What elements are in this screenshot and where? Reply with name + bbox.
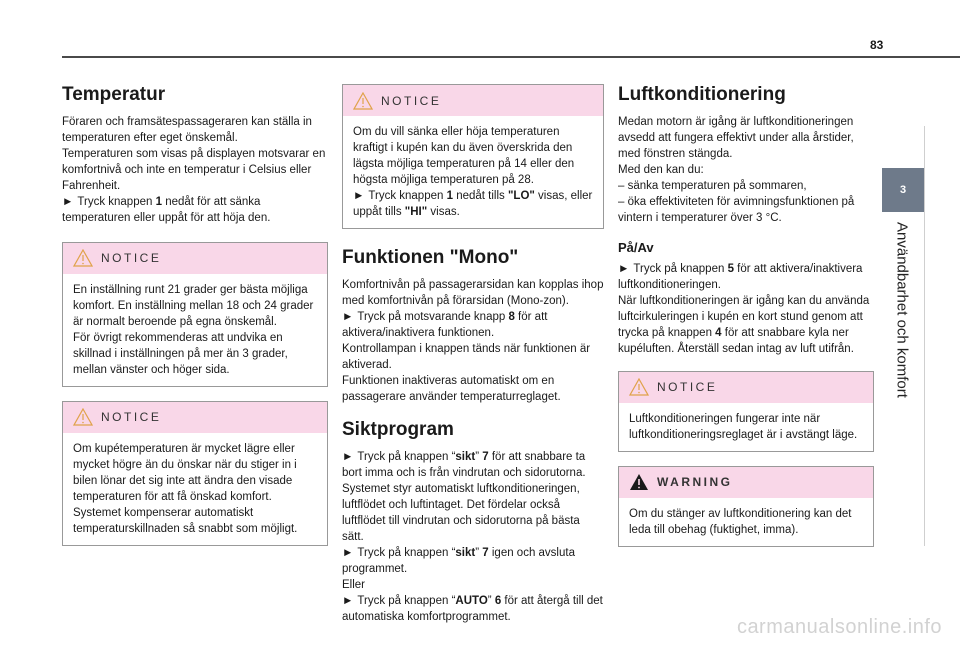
section-title-luftkonditionering: Luftkonditionering bbox=[618, 84, 786, 105]
arrow-icon: ► bbox=[342, 310, 354, 323]
section-title-mono: Funktionen "Mono" bbox=[342, 247, 519, 268]
notice-label: NOTICE bbox=[657, 380, 718, 395]
para-text: för att snabbare kyla ner kupéluften. Återställ sedan intag av luft utifrån. bbox=[618, 326, 854, 355]
side-rule bbox=[924, 126, 925, 546]
step-text: visas, eller uppåt tills bbox=[353, 190, 593, 218]
arrow-icon: ► bbox=[342, 594, 354, 607]
chapter-title: Användbarhet och komfort bbox=[893, 222, 911, 398]
notice-body bbox=[619, 403, 873, 451]
step-text: Tryck på knappen “ bbox=[357, 546, 456, 559]
arrow-icon: ► bbox=[618, 262, 630, 275]
step bbox=[342, 545, 604, 577]
warning-header bbox=[619, 467, 873, 498]
step-text: ” bbox=[487, 594, 495, 607]
paragraph: Medan motorn är igång är luftkonditioneringen avsedd att fungera effektivt under alla årstider, med fönstren stängda. bbox=[618, 115, 854, 160]
arrow-icon: ► bbox=[342, 546, 354, 559]
notice-body bbox=[63, 433, 327, 545]
list-item: – öka effektiviteten för avimningsfunktionen på vintern i temperaturer över 3 °C. bbox=[618, 195, 855, 224]
notice-box bbox=[618, 371, 874, 452]
column-1 bbox=[62, 84, 328, 546]
arrow-icon: ► bbox=[342, 450, 354, 463]
notice-label: NOTICE bbox=[101, 251, 162, 266]
step-text: ” bbox=[475, 450, 483, 463]
warning-text: Om du stänger av luftkonditionering kan det leda till obehag (fuktighet, imma). bbox=[629, 507, 852, 536]
warning-triangle-icon bbox=[73, 249, 93, 267]
notice-body bbox=[343, 116, 603, 228]
notice-body bbox=[63, 274, 327, 386]
notice-text: Systemet kompenserar automatiskt temperaturskillnaden så snabbt som möjligt. bbox=[73, 506, 298, 535]
key-number: 6 bbox=[494, 594, 502, 607]
step-text: för att aktivera/inaktivera luftkonditioneringen. bbox=[618, 262, 863, 291]
step-text: nedåt för att sänka temperaturen eller uppåt för att höja den. bbox=[62, 195, 271, 224]
chapter-tab[interactable]: 3 bbox=[882, 168, 924, 212]
warning-box bbox=[618, 466, 874, 547]
key-number: 5 bbox=[727, 262, 734, 275]
section-title-siktprogram: Siktprogram bbox=[342, 418, 454, 440]
key-number: 7 bbox=[482, 546, 489, 559]
page-number: 83 bbox=[870, 38, 884, 52]
list-item: – sänka temperaturen på sommaren, bbox=[618, 179, 807, 192]
notice-header bbox=[619, 372, 873, 403]
step-text: visas. bbox=[427, 206, 460, 218]
step-text: Tryck på motsvarande knapp bbox=[357, 310, 509, 323]
warning-label: WARNING bbox=[657, 475, 733, 490]
warning-triangle-icon bbox=[629, 473, 649, 491]
step bbox=[342, 309, 604, 341]
key-number: 7 bbox=[482, 450, 489, 463]
section-title-temperatur: Temperatur bbox=[62, 84, 166, 105]
paragraph: Eller bbox=[342, 578, 366, 591]
notice-box bbox=[342, 84, 604, 229]
warning-body bbox=[619, 498, 873, 546]
step-text: Tryck på knappen “ bbox=[357, 594, 456, 607]
hi-label: "HI" bbox=[404, 206, 428, 218]
paragraph: Systemet styr automatiskt luftkonditioneringen, luftflödet och luftintaget. Det fördelar också luftflödet till vindrutan och sidorutorna på bästa sätt. bbox=[342, 482, 580, 543]
key-number: 4 bbox=[715, 326, 722, 339]
key-name: sikt bbox=[455, 450, 476, 463]
step-text: Tryck knappen bbox=[368, 190, 447, 202]
arrow-icon: ► bbox=[353, 190, 365, 202]
warning-triangle-icon bbox=[629, 378, 649, 396]
paragraph: Med den kan du: bbox=[618, 163, 704, 176]
subsection-title-pa-av: På/Av bbox=[618, 239, 654, 255]
header-rule bbox=[62, 56, 960, 58]
notice-label: NOTICE bbox=[381, 93, 442, 108]
paragraph: Funktionen inaktiveras automatiskt om en passagerare använder temperaturreglaget. bbox=[342, 374, 561, 403]
step-text: Tryck på knappen bbox=[633, 262, 728, 275]
step-text: för att aktivera/inaktivera funktionen. bbox=[342, 310, 548, 339]
paragraph: Komfortnivån på passagerarsidan kan kopplas ihop med komfortnivån på förarsidan (Mono-zon). bbox=[342, 278, 604, 307]
paragraph: Temperaturen som visas på displayen motsvarar en komfortnivå och inte en temperatur i Celsius eller Fahrenheit. bbox=[62, 147, 326, 192]
step-text: Tryck knappen bbox=[77, 195, 156, 208]
step bbox=[62, 194, 328, 226]
key-number: 1 bbox=[446, 190, 453, 202]
step-text: igen och avsluta programmet. bbox=[342, 546, 575, 575]
step-text: Tryck på knappen “ bbox=[357, 450, 456, 463]
warning-triangle-icon bbox=[73, 408, 93, 426]
step-text: ” bbox=[475, 546, 483, 559]
notice-header bbox=[63, 402, 327, 433]
column-3 bbox=[618, 84, 874, 547]
key-name: sikt bbox=[455, 546, 476, 559]
notice-text: En inställning runt 21 grader ger bästa möjliga komfort. En inställning mellan 18 och 24 grader är normalt beroende på egna önskemål. bbox=[73, 283, 314, 328]
step-text: för att snabbare ta bort imma och is från vindrutan och sidorutorna. bbox=[342, 450, 586, 479]
key-number: 1 bbox=[155, 195, 162, 208]
notice-text: Luftkonditioneringen fungerar inte när luftkonditioneringsreglaget är i avstängt läge. bbox=[629, 412, 858, 441]
watermark: carmanualsonline.info bbox=[736, 616, 942, 638]
lo-label: "LO" bbox=[507, 190, 535, 202]
paragraph bbox=[618, 293, 874, 357]
column-2 bbox=[342, 84, 604, 625]
notice-text: Om du vill sänka eller höja temperaturen kraftigt i kupén kan du även överskrida den lägsta möjliga temperaturen på 14 eller den högsta möjliga temperaturen på 28. bbox=[353, 126, 575, 186]
key-number: 8 bbox=[508, 310, 515, 323]
para-text: När luftkonditioneringen är igång kan du använda luftcirkuleringen i kupén en kort stund genom att trycka på knappen bbox=[618, 294, 870, 339]
paragraph: Kontrollampan i knappen tänds när funktionen är aktiverad. bbox=[342, 342, 591, 371]
notice-label: NOTICE bbox=[101, 410, 162, 425]
arrow-icon: ► bbox=[62, 195, 74, 208]
notice-header bbox=[63, 243, 327, 274]
key-name: AUTO bbox=[455, 594, 488, 607]
step bbox=[353, 188, 593, 220]
paragraph: Föraren och framsätespassageraren kan ställa in temperaturen efter eget önskemål. bbox=[62, 115, 312, 144]
notice-header bbox=[343, 85, 603, 116]
step-text: för att återgå till det automatiska komfortprogrammet. bbox=[342, 594, 603, 623]
warning-triangle-icon bbox=[353, 92, 373, 110]
step-text: nedåt tills bbox=[453, 190, 508, 202]
notice-box bbox=[62, 401, 328, 546]
notice-box bbox=[62, 242, 328, 387]
notice-text: För övrigt rekommenderas att undvika en skillnad i inställningen på mer än 3 grader, mellan vänster och höger sida. bbox=[73, 331, 288, 376]
notice-text: Om kupétemperaturen är mycket lägre eller mycket högre än du önskar när du stiger in i bilen lönar det sig inte att ändra den visade temperaturen för att få önskad komfort. bbox=[73, 442, 297, 503]
step bbox=[618, 261, 874, 293]
step bbox=[342, 449, 604, 481]
